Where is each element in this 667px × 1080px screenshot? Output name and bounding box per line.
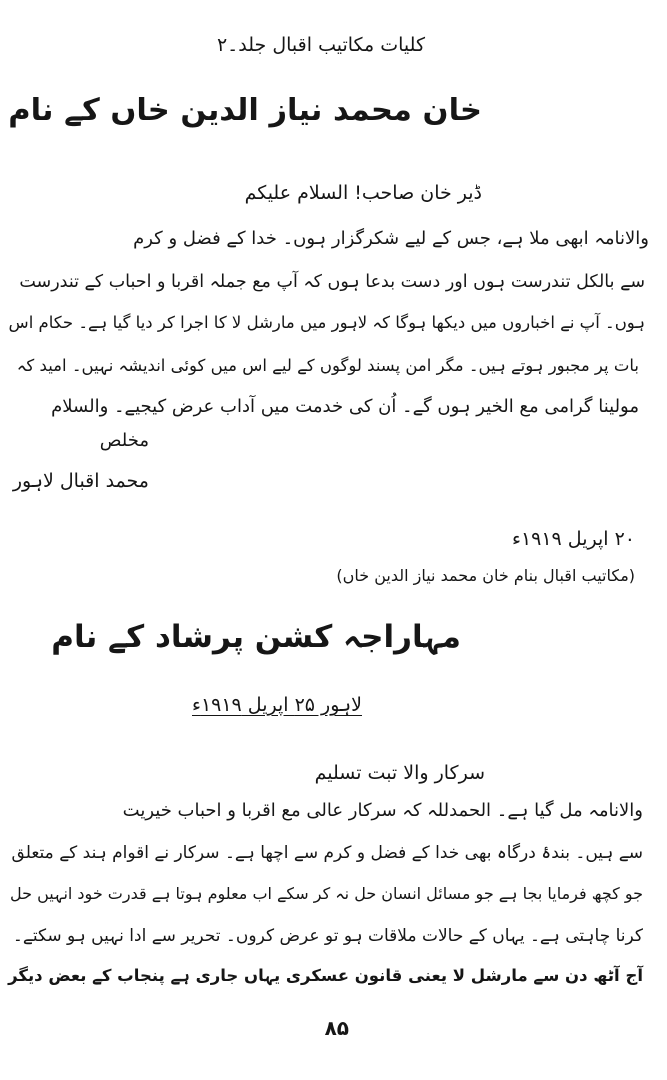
- letter2-heading: مہاراجہ کشن پرشاد کے نام: [51, 619, 461, 655]
- letter1-body-line: ہوں۔ آپ نے اخباروں میں دیکھا ہوگا کہ لاہور میں مارشل لا کا اجرا کر دیا گیا ہے۔ حکام اس: [8, 313, 645, 332]
- letter2-body-line: سے ہیں۔ بندۂ درگاہ بھی خدا کے فضل و کرم سے اچھا ہے۔ سرکار نے اقوام ہند کے متعلق: [11, 843, 643, 863]
- running-header: کلیات مکاتیب اقبال جلد۔۲: [216, 34, 425, 56]
- page-number: ۸۵: [324, 1016, 349, 1040]
- letter1-signature: محمد اقبال لاہور: [12, 470, 149, 492]
- letter1-date: ۲۰ اپریل ۱۹۱۹ء: [512, 528, 635, 550]
- letter1-closing: مخلص: [99, 430, 149, 451]
- letter1-body-line: سے بالکل تندرست ہوں اور دست بدعا ہوں کہ آپ مع جملہ اقربا و احباب کے تندرست: [19, 272, 645, 292]
- letter2-salutation: سرکار والا تبت تسلیم: [314, 762, 485, 784]
- letter2-body-line: کرنا چاہتی ہے۔ یہاں کے حالات ملاقات ہو تو عرض کروں۔ تحریر سے ادا نہیں ہو سکتے۔: [12, 926, 643, 946]
- letter1-source: (مکاتیب اقبال بنام خان محمد نیاز الدین خاں): [336, 566, 635, 585]
- letter1-body-line: بات پر مجبور ہوتے ہیں۔ مگر امن پسند لوگوں کے لیے اس میں کوئی اندیشہ نہیں۔ امید کہ: [16, 356, 639, 375]
- letter1-body-line: مولینا گرامی مع الخیر ہوں گے۔ اُن کی خدمت میں آداب عرض کیجیے۔ والسلام: [51, 396, 639, 417]
- letter2-dateline: لاہور ۲۵ اپریل ۱۹۱۹ء: [192, 694, 362, 716]
- letter1-salutation: ڈیر خان صاحب! السلام علیکم: [244, 182, 482, 204]
- letter2-body-line: آج آٹھ دن سے مارشل لا یعنی قانون عسکری یہاں جاری ہے پنجاب کے بعض دیگر: [8, 966, 643, 985]
- letter2-body-line: جو کچھ فرمایا بجا ہے جو مسائل انسان حل نہ کر سکے اب معلوم ہوتا ہے قدرت خود انہیں حل: [9, 884, 643, 903]
- letter1-heading: خان محمد نیاز الدین خاں کے نام: [8, 93, 482, 128]
- letter1-body-line: والانامہ ابھی ملا ہے، جس کے لیے شکرگزار ہوں۔ خدا کے فضل و کرم: [133, 228, 649, 249]
- letter2-body-line: والانامہ مل گیا ہے۔ الحمدللہ کہ سرکار عالی مع اقربا و احباب خیریت: [122, 800, 643, 821]
